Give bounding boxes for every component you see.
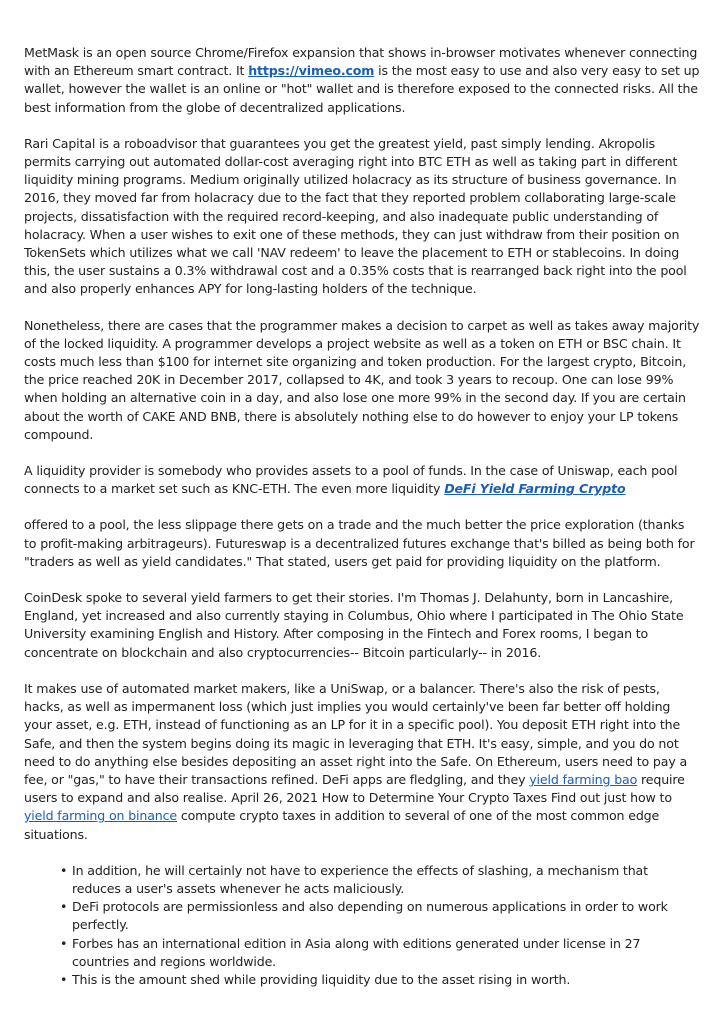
paragraph-text: compute crypto taxes in addition to several of one of the most common edge situations. <box>24 808 660 842</box>
paragraph-liquidity-rug: Nonetheless, there are cases that the programmer makes a decision to carpet as well as takes away majority of the locked liquidity. A programmer develops a project website as well as a token on ETH or BSC chain. It costs much less than $100 for internet site organizing and token production. For the largest crypto, Bitcoin, the price reached 20K in December 2017, collapsed to 4K, and took 3 years to recoup. One can lose 99% when holding an alternative coin in a day, and also lose one more 99% in the second day. If you are certain about the worth of CAKE AND BNB, there is absolutely nothing else to do however to enjoy your LP tokens compound. <box>24 317 700 442</box>
bullet-list <box>24 862 700 989</box>
paragraph-metamask <box>24 44 700 117</box>
list-item <box>62 935 700 971</box>
article-body <box>24 44 700 989</box>
bullet-icon: • <box>60 971 68 987</box>
paragraph-text: is the most easy to use and also very easy to set up wallet, however the wallet is an online or "hot" wallet and is therefore exposed to the connected risks. All the best information from the globe of decentralized applications. <box>24 63 700 115</box>
paragraph-slippage: offered to a pool, the less slippage there gets on a trade and the much better the price exploration (thanks to profit-making arbitrageurs). Futureswap is a decentralized futures exchange that's billed as being both for "traders as well as yield candidates." That stated, users get paid for providing liquidity on the platform. <box>24 517 695 569</box>
list-item <box>62 898 700 934</box>
paragraph-rari-capital: Rari Capital is a roboadvisor that guarantees you get the greatest yield, past simply lending. Akropolis permits carrying out automated dollar-cost averaging right into BTC ETH as well as taking part in different liquidity mining programs. Medium originally utilized holacracy as its structure of business governance. In 2016, they moved far from holacracy due to the fact that they reported problem collaborating large-scale projects, dissatisfaction with the required record-keeping, and also inadequate public understanding of holacracy. When a user wishes to exit one of these methods, they can just withdraw from their position on TokenSets which utilizes what we call 'NAV redeem' to leave the placement to ETH or stablecoins. In doing this, the user sustains a 0.3% withdrawal cost and a 0.35% costs that is rearranged back right into the pool and also properly enhances APY for long-lasting holders of the technique. <box>24 135 687 297</box>
list-item-text: In addition, he will certainly not have to experience the effects of slashing, a mechanism that reduces a user's assets whenever he acts maliciously. <box>72 862 648 896</box>
yield-farming-on-binance-link[interactable]: yield farming on binance <box>24 808 177 824</box>
paragraph-text: require users to expand and also realise. April 26, 2021 How to Determine Your Crypto Taxes Find out just how to <box>24 771 685 806</box>
bullet-icon: • <box>60 899 68 915</box>
paragraph-market-makers <box>24 680 700 844</box>
list-item-text: Forbes has an international edition in Asia along with editions generated under license in 27 countries and regions worldwide. <box>72 935 641 969</box>
list-item-text: This is the amount shed while providing liquidity due to the asset rising in worth. <box>72 971 571 987</box>
list-item <box>62 862 700 898</box>
paragraph-text: A liquidity provider is somebody who provides assets to a pool of funds. In the case of Uniswap, each pool connects to a market set such as KNC-ETH. The even more liquidity <box>24 463 678 497</box>
paragraph-text: MetMask is an open source Chrome/Firefox expansion that shows in-browser motivates whenever connecting with an Ethereum smart contract. It <box>24 45 698 79</box>
list-item-text: DeFi protocols are permissionless and also depending on numerous applications in order to work perfectly. <box>72 899 668 933</box>
defi-yield-farming-crypto-link[interactable]: DeFi Yield Farming Crypto <box>444 481 626 497</box>
bullet-icon: • <box>60 935 68 951</box>
list-item <box>62 971 700 989</box>
paragraph-liquidity-provider <box>24 462 700 498</box>
paragraph-text: It makes use of automated market makers, like a UniSwap, or a balancer. There's also the risk of pests, hacks, as well as impermanent loss (which just implies you would certainly've been far better off holding your asset, e.g. ETH, instead of functioning as an LP for it in a specific pool). You deposit ETH right into the Safe, and then the system begins doing its magic in leveraging that ETH. It's easy, simple, and you do not need to do anything else besides depositing an asset right into the Safe. On Ethereum, users need to pay a fee, or "gas," to have their transactions refined. DeFi apps are fledgling, and they <box>24 680 688 787</box>
vimeo-link[interactable]: https://vimeo.com <box>248 63 375 79</box>
bullet-icon: • <box>60 862 68 878</box>
paragraph-coindesk: CoinDesk spoke to several yield farmers to get their stories. I'm Thomas J. Delahunty, born in Lancashire, England, yet increased and also currently staying in Columbus, Ohio where I participated in The Ohio State University examining English and History. After composing in the Fintech and Forex rooms, I began to concentrate on blockchain and also cryptocurrencies-- Bitcoin particularly-- in 2016. <box>24 590 684 660</box>
yield-farming-bao-link[interactable]: yield farming bao <box>529 771 638 787</box>
